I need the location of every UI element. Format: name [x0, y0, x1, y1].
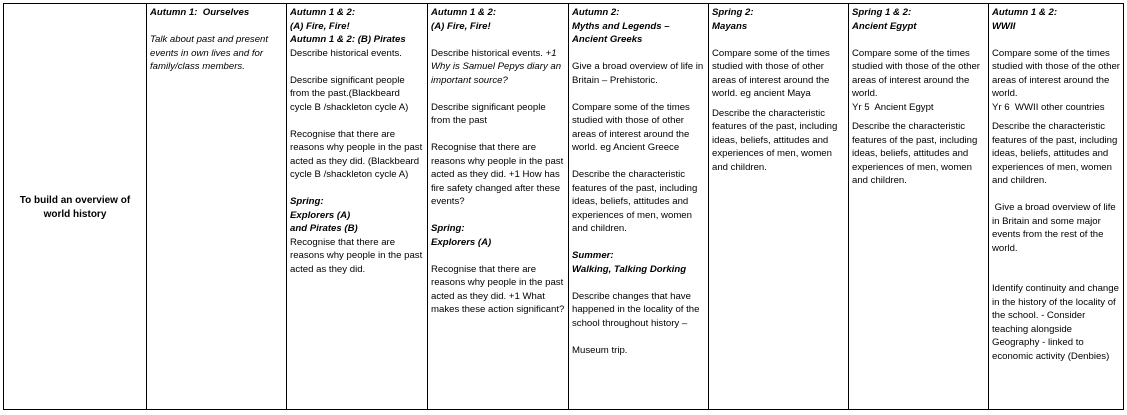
row-label-cell: [4, 4, 147, 410]
cell-text: Recognise that there are reasons why people in the past acted as they did. +1 How has fire safety changed after these events?: [431, 142, 566, 207]
cell-text: Talk about past and present events in own lives and for family/class members.: [150, 34, 271, 72]
cell-autumn-ourselves: [147, 4, 287, 410]
cell-text: Yr 6 WWII other countries: [992, 101, 1105, 113]
cell-text: Museum trip.: [572, 344, 628, 356]
cell-term-topic: and Pirates (B): [290, 223, 358, 234]
cell-text: Identify continuity and change in the history of the locality of the school. - Consider teaching alongside Geography - linked to economic activity (Denbies): [992, 283, 1122, 362]
cell-text: Describe changes that have happened in the locality of the school throughout history –: [572, 290, 703, 329]
cell-title: Spring 1 & 2:: [852, 7, 912, 18]
cell-ancient-egypt: [849, 4, 989, 410]
cell-text: Describe the characteristic features of the past, including ideas, beliefs, attitudes and experiences of men, women and children.: [852, 121, 981, 186]
cell-wwii: [989, 4, 1124, 410]
cell-text: Describe significant people from the past.(Blackbeard cycle B /shackleton cycle A): [290, 74, 409, 113]
cell-text: Describe the characteristic features of the past, including ideas, beliefs, attitudes and experiences of men, women and children.: [992, 121, 1121, 186]
cell-text: Yr 5 Ancient Egypt: [852, 101, 934, 113]
curriculum-table: [3, 3, 1124, 410]
cell-text: Give a broad overview of life in Britain – Prehistoric.: [572, 61, 706, 86]
cell-text: Describe the characteristic features of the past, including ideas, beliefs, attitudes and experiences of men, women and children.: [712, 107, 841, 173]
cell-subtitle: WWII: [992, 20, 1016, 32]
cell-text: Describe significant people from the past: [431, 101, 549, 126]
cell-myths-legends: [569, 4, 709, 410]
cell-term-topic: Explorers (A): [431, 236, 492, 248]
cell-term-heading: Spring:: [290, 196, 324, 207]
cell-term-heading: Spring:: [431, 223, 465, 234]
row-label: To build an overview of world history: [19, 194, 131, 220]
cell-title: Autumn 1 & 2:: [290, 7, 356, 18]
cell-subtitle: Autumn 1 & 2: (B) Pirates: [290, 34, 406, 45]
cell-text: Recognise that there are reasons why people in the past acted as they did. (Blackbeard cycle B /shackleton cycle A): [290, 128, 425, 180]
cell-text-extra: +1 Why is Samuel Pepys diary an important source?: [431, 47, 564, 86]
cell-mayans: [709, 4, 849, 410]
table-row: [4, 4, 1124, 410]
cell-subtitle: (A) Fire, Fire!: [431, 20, 491, 32]
cell-subtitle: Mayans: [712, 20, 748, 32]
cell-text: Describe the characteristic features of the past, including ideas, beliefs, attitudes and experiences of men, women and children.: [572, 169, 701, 234]
cell-subtitle: Myths and Legends – Ancient Greeks: [572, 20, 672, 45]
cell-text: Compare some of the times studied with those of the other areas of interest around the world.: [992, 47, 1123, 99]
cell-text: Compare some of the times studied with those of other areas of interest around the world. eg Ancient Greece: [572, 101, 693, 153]
cell-text: Compare some of the times studied with those of the other areas of interest around the world.: [852, 47, 983, 99]
cell-text: Describe historical events.: [290, 47, 402, 59]
cell-text: Give a broad overview of life in Britain and some major events from the rest of the world.: [992, 202, 1119, 254]
cell-text-main: Describe historical events.: [431, 47, 543, 59]
cell-subtitle: Ancient Egypt: [852, 20, 917, 32]
cell-term-heading: Summer:: [572, 250, 614, 261]
cell-fire-pirates: [287, 4, 428, 410]
cell-title: Autumn 2:: [572, 7, 620, 18]
cell-subtitle: (A) Fire, Fire!: [290, 20, 350, 32]
cell-title: Autumn 1: Ourselves: [150, 7, 250, 18]
cell-term-topic: Explorers (A): [290, 209, 351, 221]
cell-text: Compare some of the times studied with those of other areas of interest around the world. eg ancient Maya: [712, 47, 833, 99]
cell-term-topic: Walking, Talking Dorking: [572, 263, 687, 275]
cell-title: Spring 2:: [712, 7, 754, 18]
cell-title: Autumn 1 & 2:: [992, 7, 1058, 18]
cell-fire: [428, 4, 569, 410]
cell-text: Recognise that there are reasons why people in the past acted as they did.: [290, 236, 425, 275]
cell-text: Recognise that there are reasons why people in the past acted as they did. +1 What makes these action significant?: [431, 263, 566, 315]
cell-title: Autumn 1 & 2:: [431, 7, 497, 18]
cell-text: [431, 47, 565, 88]
